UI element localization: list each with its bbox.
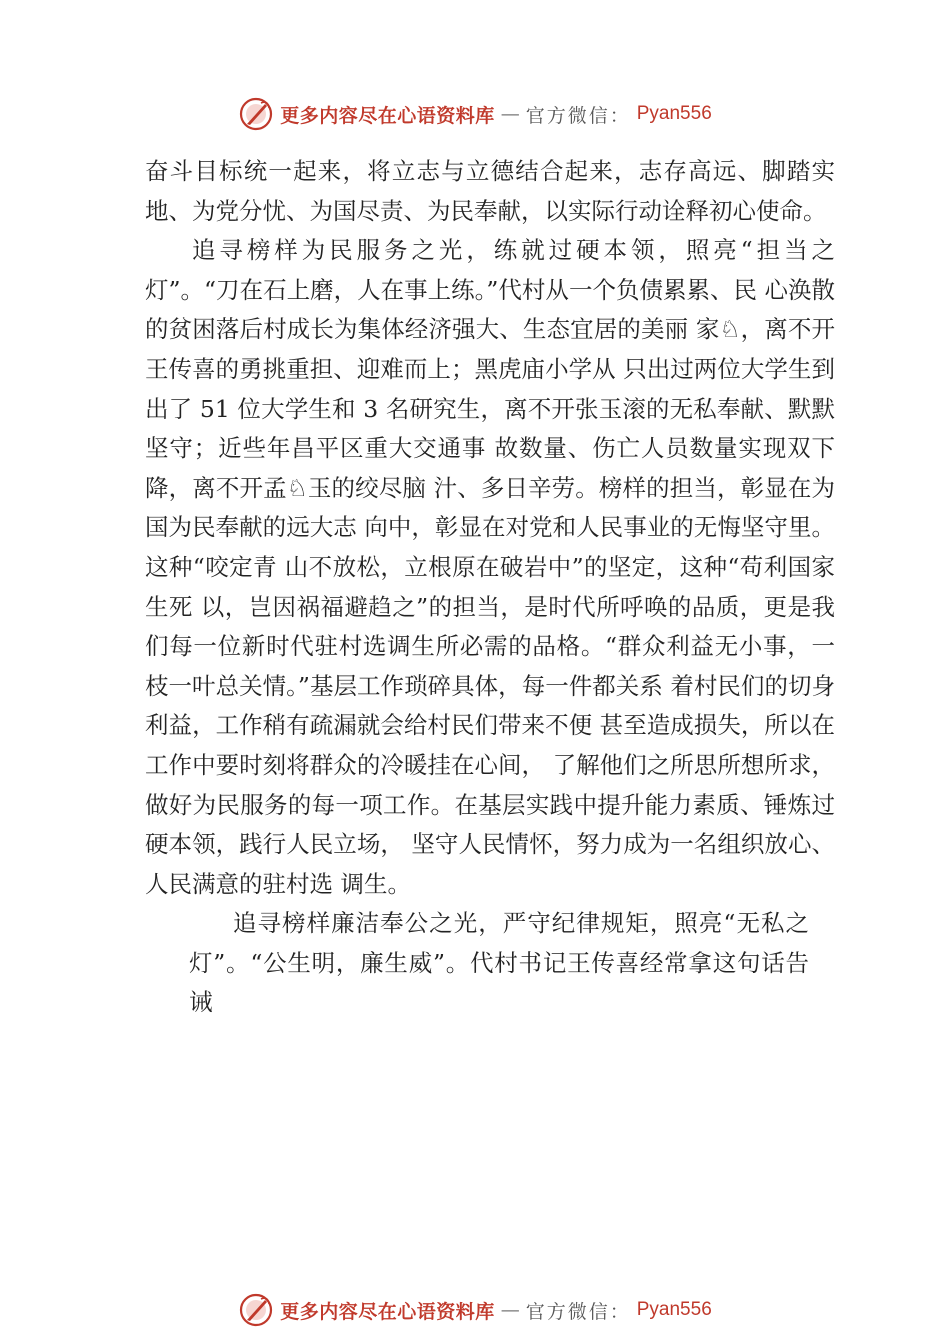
quill-logo-icon	[238, 96, 274, 132]
footer-banner	[0, 1292, 950, 1328]
header-dash: —	[500, 103, 520, 125]
paragraph-2: 追寻榜样为民服务之光，练就过硬本领，照亮“担当之灯”。“刀在石上磨，人在事上练。”代村从一个负债累累、民 心涣散的贫困落后村成长为集体经济强大、生态宜居的美丽 家♘，离不开王传喜的勇挑重担、迎难而上；黑虎庙小学从 只出过两位大学生到出了 51 位大学生和 3 名研究生，离不开张玉滚的无私奉献、默默坚守；近些年昌平区重大交通事 故数量、伤亡人员数量实现双下降，离不开孟♘玉的绞尽脑 汁、多日辛劳。榜样的担当，彰显在为国为民奉献的远大志 向中，彰显在对党和人民事业的无悔坚守里。这种“咬定青 山不放松，立根原在破岩中”的坚定，这种“苟利国家生死 以，岂因祸福避趋之”的担当，是时代所呼唤的品质，更是我们每一位新时代驻村选调生所必需的品格。“群众利益无小事，一枝一叶总关情。”基层工作琐碎具体，每一件都关系 着村民们的切身利益，工作稍有疏漏就会给村民们带来不便 甚至造成损失，所以在工作中要时刻将群众的冷暖挂在心间， 了解他们之所思所想所求，做好为民服务的每一项工作。在基层实践中提升能力素质、锤炼过硬本领，践行人民立场， 坚守人民情怀，努力成为一名组织放心、人民满意的驻村选 调生。	[145, 236, 835, 898]
footer-wechat-label: 官方微信：	[525, 1300, 631, 1323]
footer-library-text: 更多内容尽在心语资料库	[280, 1300, 495, 1323]
paragraph-3: 追寻榜样廉洁奉公之光，严守纪律规矩，照亮“无私之灯”。“公生明，廉生威”。代村书记王传喜经常拿这句话告诫	[189, 909, 809, 1017]
quill-logo-icon	[238, 1292, 274, 1328]
header-wechat-id: Pyan556	[636, 103, 712, 124]
header-library-text: 更多内容尽在心语资料库	[280, 104, 495, 127]
footer-wechat-id: Pyan556	[636, 1299, 712, 1320]
document-body	[145, 152, 835, 1023]
header-wechat-label: 官方微信：	[525, 104, 631, 127]
header-banner	[0, 96, 950, 132]
footer-dash: —	[500, 1299, 520, 1321]
paragraph-1: 奋斗目标统一起来，将立志与立德结合起来，志存高远、脚踏实地、为党分忧、为国尽责、为民奉献，以实际行动诠释初心使命。	[145, 157, 835, 225]
